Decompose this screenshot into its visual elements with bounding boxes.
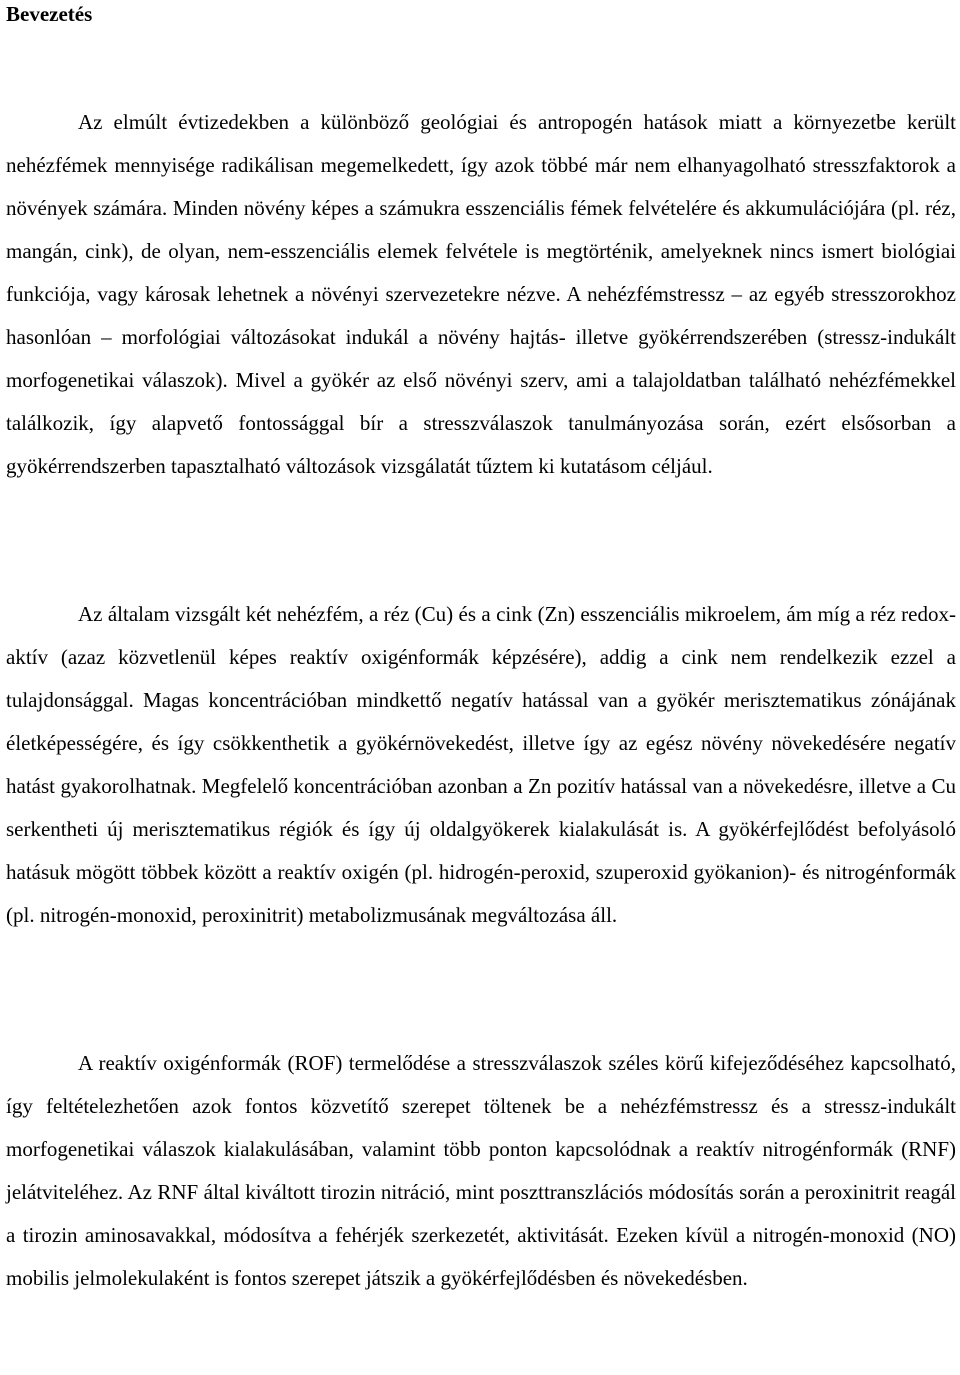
paragraph-3: A reaktív oxigénformák (ROF) termelődése a stresszválaszok széles körű kifejeződéséhez kapcsolható, így feltételezhetően azok fontos közvetítő szerepet töltenek be a nehézfémstressz és a stressz-indukált morfogenetikai válaszok kialakulásában, valamint több ponton kapcsolódnak a reaktív nitrogénformák (RNF) jelátviteléhez. Az RNF által kiváltott tirozin nitráció, mint poszttranszlációs módosítás során a peroxinitrit reagál a tirozin aminosavakkal, módosítva a fehérjék szerkezetét, aktivitását. Ezeken kívül a nitrogén-monoxid (NO) mobilis jelmolekulaként is fontos szerepet játszik a gyökérfejlődésben és növekedésben. [6, 1051, 956, 1290]
paragraph-2: Az általam vizsgált két nehézfém, a réz (Cu) és a cink (Zn) esszenciális mikroelem, ám míg a réz redox-aktív (azaz közvetlenül képes reaktív oxigénformák képzésére), addig a cink nem rendelkezik ezzel a tulajdonsággal. Magas koncentrációban mindkettő negatív hatással van a gyökér merisztematikus zónájának életképességére, és így csökkenthetik a gyökérnövekedést, illetve így az egész növény növekedésére negatív hatást gyakorolhatnak. Megfelelő koncentrációban azonban a Zn pozitív hatással van a növekedésre, illetve a Cu serkentheti új merisztematikus régiók és így új oldalgyökerek kialakulását is. A gyökérfejlődést befolyásoló hatásuk mögött többek között a reaktív oxigén (pl. hidrogén-peroxid, szuperoxid gyökanion)- és nitrogénformák (pl. nitrogén-monoxid, peroxinitrit) metabolizmusának megváltozása áll. [6, 602, 956, 927]
paragraph-1: Az elmúlt évtizedekben a különböző geológiai és antropogén hatások miatt a környezetbe került nehézfémek mennyisége radikálisan megemelkedett, így azok többé már nem elhanyagolható stresszfaktorok a növények számára. Minden növény képes a számukra esszenciális fémek felvételére és akkumulációjára (pl. réz, mangán, cink), de olyan, nem-esszenciális elemek felvétele is megtörténik, amelyeknek nincs ismert biológiai funkciója, vagy károsak lehetnek a növényi szervezetekre nézve. A nehézfémstressz – az egyéb stresszorokhoz hasonlóan – morfológiai változásokat indukál a növény hajtás- illetve gyökérrendszerében (stressz-indukált morfogenetikai válaszok). Mivel a gyökér az első növényi szerv, ami a talajoldatban található nehézfémekkel találkozik, így alapvető fontossággal bír a stresszválaszok tanulmányozása során, ezért elsősorban a gyökérrendszerben tapasztalható változások vizsgálatát tűztem ki kutatásom céljául. [6, 110, 956, 478]
section-heading: Bevezetés [6, 2, 93, 26]
